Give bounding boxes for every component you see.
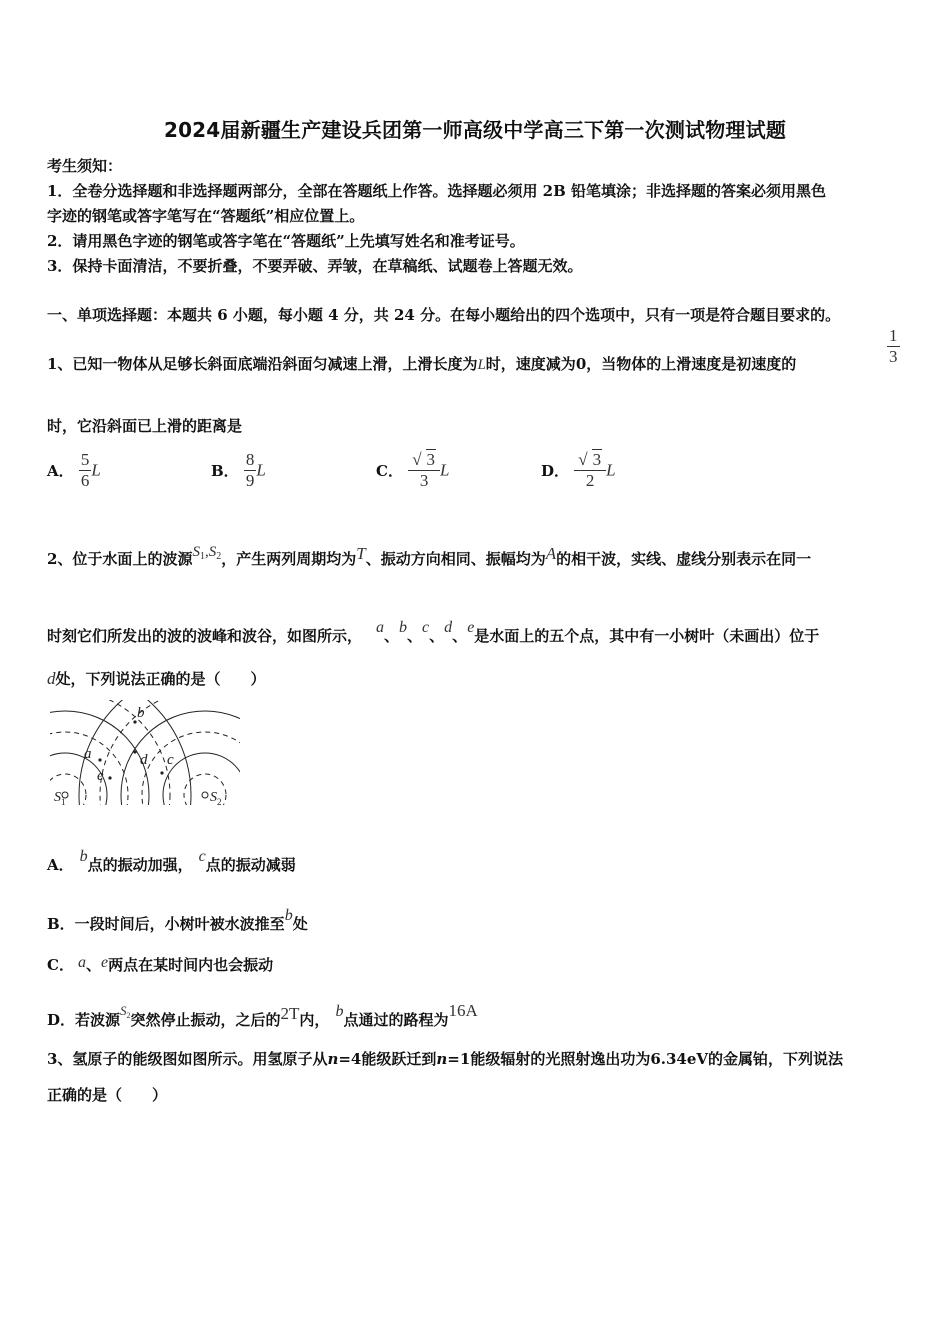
q1-frac-den: 3 — [889, 347, 898, 366]
q2-option-c-text: 两点在某时间内也会振动 — [108, 956, 274, 974]
q3-work-function: 6.34eV — [650, 1050, 709, 1068]
q1-option-d-rad: 3 — [592, 450, 602, 469]
page-title: 2024届新疆生产建设兵团第一师高级中学高三下第一次测试物理试题 — [163, 118, 787, 142]
q2-stem — [47, 544, 811, 569]
q1-option-c-var: L — [440, 460, 450, 480]
q2-option-c-sep: 、 — [85, 956, 101, 974]
q2-line-2 — [47, 619, 819, 646]
s2-marker — [202, 792, 208, 798]
q1-option-a-label: A． — [47, 462, 74, 480]
q2-option-d-text-1: 突然停止振动，之后的 — [130, 1011, 281, 1029]
q2-var-d: d — [47, 669, 56, 688]
q2-option-a-b: b — [79, 848, 88, 865]
q2-text-c: 、振动方向相同、振幅均为 — [365, 550, 546, 568]
q1-text-b: 时，速度减为 — [485, 355, 576, 373]
q3-text-b: 能级跃迁到 — [361, 1050, 437, 1068]
q2-s1: S — [192, 544, 200, 560]
q1-option-a-var: L — [91, 460, 101, 480]
q2-option-d-s: S — [120, 1003, 127, 1018]
q3-n1-value: =1 — [447, 1050, 471, 1068]
q2-option-b-text: 处 — [292, 915, 308, 933]
q2-option-d-16a: 16A — [448, 1001, 478, 1020]
notice-line-2: 2．请用黑色字迹的钢笔或答字笔在“答题纸”上先填写姓名和准考证号。 — [47, 232, 525, 250]
q3-n1: n — [436, 1050, 448, 1068]
fig-label-e: e — [97, 768, 104, 784]
q1-option-d-var: L — [606, 460, 616, 480]
q2-line-2a: 时刻它们所发出的波的波峰和波谷，如图所示， — [47, 627, 363, 645]
q3-text-d: 的金属铂，下列说法 — [708, 1050, 844, 1068]
q2-option-b — [47, 907, 308, 934]
q2-option-d-b: b — [335, 1003, 344, 1020]
q1-option-c — [376, 450, 450, 491]
q1-option-c-rad: 3 — [426, 450, 436, 469]
q2-option-d-text-3: 点通过的路程为 — [343, 1011, 449, 1029]
q1-option-d — [541, 450, 616, 491]
q2-s1-sub: 1 — [199, 551, 205, 562]
q2-comma: , — [204, 544, 209, 560]
q2-point-b: b — [399, 619, 408, 636]
q1-option-b-var: L — [256, 460, 266, 480]
q1-option-d-den: 2 — [585, 471, 595, 490]
q2-point-c: c — [422, 619, 430, 636]
section-heading: 一、单项选择题：本题共 6 小题，每小题 4 分，共 24 分。在每小题给出的四个选项中，只有一项是符合题目要求的。 — [47, 306, 841, 324]
q2-line-2b: 是水面上的五个点，其中有一小树叶（未画出）位于 — [474, 627, 820, 645]
q3-text-c: 能级辐射的光照射逸出功为 — [470, 1050, 651, 1068]
q2-option-d-source — [120, 1003, 131, 1018]
fig-label-c: c — [167, 752, 174, 768]
q2-sep-4: 、 — [452, 627, 468, 645]
q1-text-c: ，当物体的上滑速度是初速度的 — [586, 355, 797, 373]
q2-option-a — [47, 848, 296, 875]
q2-sources — [192, 544, 221, 560]
fig-label-a: a — [84, 746, 92, 762]
point-a-dot — [98, 758, 101, 761]
q2-wave-figure — [50, 700, 240, 810]
q2-option-a-label: A． — [47, 856, 74, 874]
q1-option-a-den: 6 — [80, 471, 90, 490]
notice-line-1b: 字迹的钢笔或答字笔写在“答题纸”相应位置上。 — [47, 207, 365, 225]
fig-label-s1: $S_1$ — [54, 790, 66, 807]
q2-amplitude: A — [545, 544, 557, 563]
q3-n4: n — [327, 1050, 339, 1068]
point-d-dot — [133, 750, 136, 753]
q1-frac-num: 1 — [889, 326, 898, 345]
q1-option-b-den: 9 — [245, 471, 255, 490]
q2-option-c-e: e — [100, 954, 109, 971]
q2-s2: S — [208, 544, 217, 560]
q2-option-b-b: b — [284, 907, 293, 924]
q1-option-b — [211, 450, 266, 491]
q2-option-a-text-2: 点的振动减弱 — [205, 856, 296, 874]
q2-option-c-label: C． — [47, 956, 74, 974]
q2-option-d-label: D．若波源 — [47, 1011, 121, 1029]
q2-option-d-2t — [281, 1004, 300, 1023]
q2-option-d — [47, 1001, 478, 1030]
q2-option-d-sub: 2 — [126, 1011, 131, 1020]
q1-option-c-num: √ 3 — [408, 450, 440, 471]
point-c-dot — [160, 771, 163, 774]
point-e-dot — [108, 776, 111, 779]
q1-option-a — [47, 450, 101, 491]
q2-option-b-label: B．一段时间后，小树叶被水波推至 — [47, 915, 285, 933]
q2-period: T — [356, 544, 366, 563]
q2-option-a-text-1: 点的振动加强， — [87, 856, 193, 874]
q3-stem — [47, 1048, 843, 1069]
notice-heading: 考生须知： — [47, 157, 123, 175]
q2-option-a-c: c — [198, 848, 206, 865]
q2-point-a: a — [376, 619, 385, 636]
notice-line-1a: 1．全卷分选择题和非选择题两部分，全部在答题纸上作答。选择题必须用 2B 铅笔填涂；非选择题的答案必须用黑色 — [47, 182, 827, 200]
q2-option-c-a: a — [77, 954, 86, 971]
q2-point-d: d — [444, 619, 453, 636]
q1-stem — [47, 353, 796, 374]
q1-zero: 0 — [575, 355, 587, 373]
q2-text-a: 2、位于水面上的波源 — [47, 550, 193, 568]
q2-text-d: 的相干波，实线、虚线分别表示在同一 — [556, 550, 812, 568]
q1-option-d-label: D． — [541, 462, 570, 480]
q2-s2-sub: 2 — [216, 551, 222, 562]
q1-option-c-den: 3 — [419, 471, 429, 490]
q1-fraction — [887, 326, 900, 367]
q3-n4-value: =4 — [338, 1050, 362, 1068]
q2-option-c — [47, 954, 273, 975]
q1-option-b-label: B． — [211, 462, 239, 480]
q1-option-b-num: 8 — [245, 450, 255, 469]
q2-option-d-2t-value: 2T — [280, 1004, 300, 1023]
q2-line-3 — [47, 668, 266, 689]
q1-option-c-label: C． — [376, 462, 403, 480]
q2-option-d-text-2: 内， — [299, 1011, 330, 1029]
q1-option-a-num: 5 — [80, 450, 90, 469]
q3-line-2: 正确的是（ ） — [47, 1086, 168, 1104]
q2-sep-1: 、 — [384, 627, 400, 645]
q1-line-2: 时，它沿斜面已上滑的距离是 — [47, 417, 243, 435]
q2-point-e: e — [467, 619, 475, 636]
q3-text-a: 3、氢原子的能级图如图所示。用氢原子从 — [47, 1050, 328, 1068]
fig-label-d: d — [140, 752, 148, 768]
q2-sep-3: 、 — [429, 627, 445, 645]
notice-line-3: 3．保持卡面清洁，不要折叠，不要弄破、弄皱，在草稿纸、试题卷上答题无效。 — [47, 257, 583, 275]
q2-sep-2: 、 — [407, 627, 423, 645]
s2-crest-1 — [163, 753, 240, 810]
fig-label-s2: $S_2$ — [210, 790, 222, 807]
q2-line-3-text: 处，下列说法正确的是（ ） — [55, 670, 266, 688]
q2-text-b: ，产生两列周期均为 — [221, 550, 357, 568]
q1-text-a: 1、已知一物体从足够长斜面底端沿斜面匀减速上滑，上滑长度为 — [47, 355, 478, 373]
q1-option-d-num: √ 3 — [574, 450, 606, 471]
q1-var-l: L — [477, 357, 486, 373]
fig-label-b: b — [137, 705, 145, 721]
